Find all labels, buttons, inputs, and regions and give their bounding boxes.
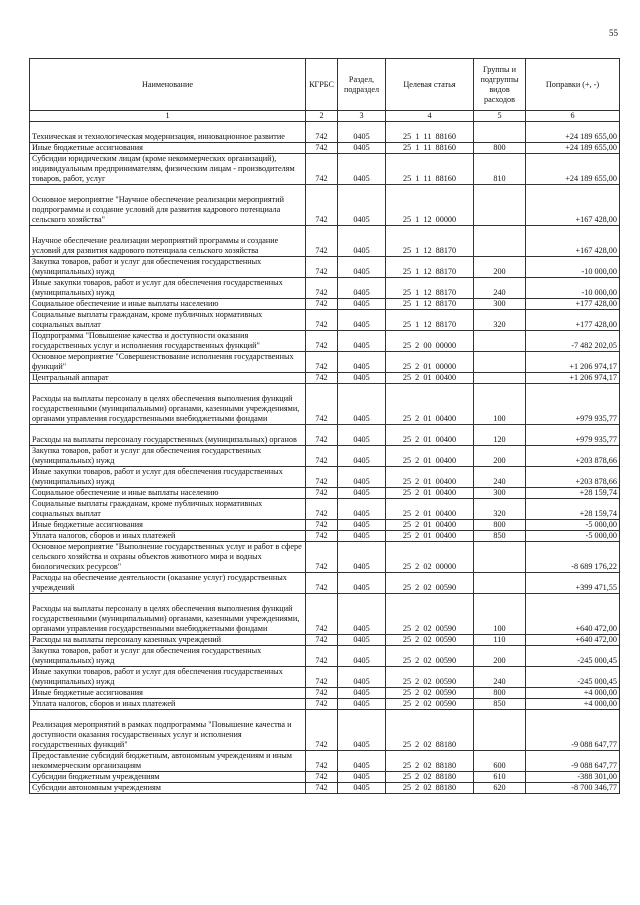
row-group bbox=[474, 352, 526, 373]
row-amount: +177 428,00 bbox=[526, 310, 620, 331]
row-name: Социальные выплаты гражданам, кроме публичных нормативных социальных выплат bbox=[30, 310, 306, 331]
row-target: 25 2 00 00000 bbox=[386, 331, 474, 352]
row-section: 0405 bbox=[338, 542, 386, 573]
row-group: 620 bbox=[474, 783, 526, 794]
row-target: 25 2 02 00000 bbox=[386, 542, 474, 573]
row-name: Расходы на выплаты персоналу в целях обеспечения выполнения функций государственными (муниципальными) органами, казенными учреждениями, органами управления государственными внебюджетными фондами bbox=[30, 594, 306, 635]
row-amount: -8 700 346,77 bbox=[526, 783, 620, 794]
row-section: 0405 bbox=[338, 331, 386, 352]
row-kgrbs: 742 bbox=[306, 331, 338, 352]
row-name: Иные бюджетные ассигнования bbox=[30, 520, 306, 531]
column-number: 5 bbox=[474, 111, 526, 122]
row-amount: +979 935,77 bbox=[526, 425, 620, 446]
table-row bbox=[30, 384, 620, 425]
table-row bbox=[30, 143, 620, 154]
row-amount: +1 206 974,17 bbox=[526, 352, 620, 373]
row-section: 0405 bbox=[338, 699, 386, 710]
row-name: Иные бюджетные ассигнования bbox=[30, 143, 306, 154]
table-row bbox=[30, 667, 620, 688]
row-name: Расходы на выплаты персоналу казенных учреждений bbox=[30, 635, 306, 646]
row-target: 25 2 02 00590 bbox=[386, 573, 474, 594]
row-name: Закупка товаров, работ и услуг для обеспечения государственных (муниципальных) нужд bbox=[30, 446, 306, 467]
row-group: 200 bbox=[474, 257, 526, 278]
row-group: 300 bbox=[474, 299, 526, 310]
row-name: Основное мероприятие "Совершенствование исполнения государственных функций" bbox=[30, 352, 306, 373]
row-group: 320 bbox=[474, 310, 526, 331]
row-amount: +640 472,00 bbox=[526, 635, 620, 646]
row-group: 800 bbox=[474, 688, 526, 699]
table-row bbox=[30, 331, 620, 352]
row-group: 800 bbox=[474, 520, 526, 531]
row-target: 25 2 02 88180 bbox=[386, 751, 474, 772]
table-row bbox=[30, 352, 620, 373]
row-group: 120 bbox=[474, 425, 526, 446]
row-group: 600 bbox=[474, 751, 526, 772]
row-section: 0405 bbox=[338, 488, 386, 499]
budget-table bbox=[29, 58, 620, 794]
row-target: 25 1 12 88170 bbox=[386, 278, 474, 299]
row-kgrbs: 742 bbox=[306, 710, 338, 751]
row-target: 25 2 01 00400 bbox=[386, 499, 474, 520]
row-section: 0405 bbox=[338, 226, 386, 257]
row-amount: +203 878,66 bbox=[526, 467, 620, 488]
row-group bbox=[474, 331, 526, 352]
row-kgrbs: 742 bbox=[306, 488, 338, 499]
row-name: Научное обеспечение реализации мероприятий программы и создание условий для развития кадрового потенциала сельского хозяйства bbox=[30, 226, 306, 257]
table-row bbox=[30, 783, 620, 794]
row-amount: +4 000,00 bbox=[526, 688, 620, 699]
row-name: Предоставление субсидий бюджетным, автономным учреждениям и иным некоммерческим организациям bbox=[30, 751, 306, 772]
column-number: 1 bbox=[30, 111, 306, 122]
row-target: 25 2 02 00590 bbox=[386, 688, 474, 699]
row-kgrbs: 742 bbox=[306, 122, 338, 143]
table-header-row bbox=[30, 59, 620, 111]
row-kgrbs: 742 bbox=[306, 542, 338, 573]
row-target: 25 1 11 88160 bbox=[386, 143, 474, 154]
row-amount: +28 159,74 bbox=[526, 488, 620, 499]
table-row bbox=[30, 499, 620, 520]
table-row bbox=[30, 257, 620, 278]
row-target: 25 2 01 00400 bbox=[386, 520, 474, 531]
table-row bbox=[30, 299, 620, 310]
row-name: Техническая и технологическая модернизация, инновационное развитие bbox=[30, 122, 306, 143]
table-row bbox=[30, 467, 620, 488]
row-section: 0405 bbox=[338, 646, 386, 667]
column-number: 4 bbox=[386, 111, 474, 122]
row-target: 25 2 01 00400 bbox=[386, 467, 474, 488]
row-name: Расходы на обеспечение деятельности (оказание услуг) государственных учреждений bbox=[30, 573, 306, 594]
row-amount: +979 935,77 bbox=[526, 384, 620, 425]
row-kgrbs: 742 bbox=[306, 667, 338, 688]
row-name: Расходы на выплаты персоналу в целях обеспечения выполнения функций государственными (муниципальными) органами, казенными учреждениями, органами управления государственными внебюджетными фондами bbox=[30, 384, 306, 425]
row-kgrbs: 742 bbox=[306, 384, 338, 425]
row-name: Расходы на выплаты персоналу государственных (муниципальных) органов bbox=[30, 425, 306, 446]
header-kgrbs: КГРБС bbox=[306, 59, 338, 111]
table-row bbox=[30, 594, 620, 635]
row-section: 0405 bbox=[338, 772, 386, 783]
row-name: Иные закупки товаров, работ и услуг для обеспечения государственных (муниципальных) нужд bbox=[30, 667, 306, 688]
table-row bbox=[30, 646, 620, 667]
row-name: Иные закупки товаров, работ и услуг для обеспечения государственных (муниципальных) нужд bbox=[30, 467, 306, 488]
row-group: 100 bbox=[474, 384, 526, 425]
row-name: Социальное обеспечение и иные выплаты населению bbox=[30, 488, 306, 499]
row-amount: -9 088 647,77 bbox=[526, 751, 620, 772]
row-group: 810 bbox=[474, 154, 526, 185]
row-target: 25 2 02 88180 bbox=[386, 710, 474, 751]
row-section: 0405 bbox=[338, 143, 386, 154]
table-row bbox=[30, 531, 620, 542]
row-target: 25 2 02 00590 bbox=[386, 635, 474, 646]
row-amount: -245 000,45 bbox=[526, 646, 620, 667]
column-number: 2 bbox=[306, 111, 338, 122]
row-group bbox=[474, 122, 526, 143]
table-row bbox=[30, 772, 620, 783]
column-number-row bbox=[30, 111, 620, 122]
table-row bbox=[30, 710, 620, 751]
row-kgrbs: 742 bbox=[306, 352, 338, 373]
row-section: 0405 bbox=[338, 154, 386, 185]
row-kgrbs: 742 bbox=[306, 751, 338, 772]
row-section: 0405 bbox=[338, 783, 386, 794]
table-row bbox=[30, 154, 620, 185]
row-group: 320 bbox=[474, 499, 526, 520]
row-name: Центральный аппарат bbox=[30, 373, 306, 384]
row-name: Социальное обеспечение и иные выплаты населению bbox=[30, 299, 306, 310]
row-section: 0405 bbox=[338, 635, 386, 646]
row-group bbox=[474, 373, 526, 384]
row-group: 200 bbox=[474, 646, 526, 667]
table-row bbox=[30, 185, 620, 226]
table-row bbox=[30, 542, 620, 573]
row-amount: +4 000,00 bbox=[526, 699, 620, 710]
row-name: Иные бюджетные ассигнования bbox=[30, 688, 306, 699]
row-kgrbs: 742 bbox=[306, 646, 338, 667]
row-target: 25 2 01 00400 bbox=[386, 446, 474, 467]
row-target: 25 1 12 00000 bbox=[386, 185, 474, 226]
table-row bbox=[30, 446, 620, 467]
row-amount: -9 088 647,77 bbox=[526, 710, 620, 751]
row-group: 800 bbox=[474, 143, 526, 154]
row-group bbox=[474, 185, 526, 226]
row-kgrbs: 742 bbox=[306, 531, 338, 542]
table-row bbox=[30, 226, 620, 257]
row-target: 25 2 01 00400 bbox=[386, 384, 474, 425]
row-group: 110 bbox=[474, 635, 526, 646]
row-group: 240 bbox=[474, 278, 526, 299]
row-amount: +24 189 655,00 bbox=[526, 143, 620, 154]
row-section: 0405 bbox=[338, 299, 386, 310]
row-kgrbs: 742 bbox=[306, 299, 338, 310]
row-kgrbs: 742 bbox=[306, 699, 338, 710]
row-target: 25 2 01 00400 bbox=[386, 373, 474, 384]
row-amount: +24 189 655,00 bbox=[526, 154, 620, 185]
row-kgrbs: 742 bbox=[306, 499, 338, 520]
row-name: Основное мероприятие "Научное обеспечение реализации мероприятий подпрограммы и создание условий для развития кадрового потенциала сельского хозяйства" bbox=[30, 185, 306, 226]
row-kgrbs: 742 bbox=[306, 257, 338, 278]
row-amount: +177 428,00 bbox=[526, 299, 620, 310]
row-section: 0405 bbox=[338, 185, 386, 226]
row-section: 0405 bbox=[338, 122, 386, 143]
row-target: 25 2 02 00590 bbox=[386, 699, 474, 710]
row-section: 0405 bbox=[338, 446, 386, 467]
row-kgrbs: 742 bbox=[306, 520, 338, 531]
row-target: 25 2 02 00590 bbox=[386, 667, 474, 688]
row-target: 25 2 02 88180 bbox=[386, 783, 474, 794]
row-amount: -5 000,00 bbox=[526, 520, 620, 531]
row-target: 25 2 01 00400 bbox=[386, 488, 474, 499]
row-target: 25 1 11 88160 bbox=[386, 122, 474, 143]
header-amount: Поправки (+, -) bbox=[526, 59, 620, 111]
row-kgrbs: 742 bbox=[306, 772, 338, 783]
row-group bbox=[474, 226, 526, 257]
row-section: 0405 bbox=[338, 499, 386, 520]
row-target: 25 2 02 00590 bbox=[386, 646, 474, 667]
row-group: 850 bbox=[474, 699, 526, 710]
column-number: 6 bbox=[526, 111, 620, 122]
table-row bbox=[30, 699, 620, 710]
row-name: Уплата налогов, сборов и иных платежей bbox=[30, 699, 306, 710]
row-name: Основное мероприятие "Выполнение государственных услуг и работ в сфере сельского хозяйства и охраны объектов животного мира и водных биологических ресурсов" bbox=[30, 542, 306, 573]
row-section: 0405 bbox=[338, 384, 386, 425]
row-section: 0405 bbox=[338, 710, 386, 751]
table-row bbox=[30, 635, 620, 646]
row-kgrbs: 742 bbox=[306, 688, 338, 699]
row-target: 25 1 12 88170 bbox=[386, 299, 474, 310]
header-group: Группы и подгруппы видов расходов bbox=[474, 59, 526, 111]
row-section: 0405 bbox=[338, 352, 386, 373]
row-target: 25 1 12 88170 bbox=[386, 310, 474, 331]
row-group bbox=[474, 542, 526, 573]
row-target: 25 2 01 00400 bbox=[386, 425, 474, 446]
row-section: 0405 bbox=[338, 688, 386, 699]
row-group: 610 bbox=[474, 772, 526, 783]
row-name: Закупка товаров, работ и услуг для обеспечения государственных (муниципальных) нужд bbox=[30, 257, 306, 278]
row-section: 0405 bbox=[338, 594, 386, 635]
row-section: 0405 bbox=[338, 531, 386, 542]
table-row bbox=[30, 373, 620, 384]
row-name: Закупка товаров, работ и услуг для обеспечения государственных (муниципальных) нужд bbox=[30, 646, 306, 667]
row-name: Подпрограмма "Повышение качества и доступности оказания государственных услуг и исполнения государственных функций" bbox=[30, 331, 306, 352]
page-number: 55 bbox=[609, 28, 618, 38]
row-section: 0405 bbox=[338, 573, 386, 594]
row-kgrbs: 742 bbox=[306, 154, 338, 185]
row-name: Иные закупки товаров, работ и услуг для обеспечения государственных (муниципальных) нужд bbox=[30, 278, 306, 299]
row-kgrbs: 742 bbox=[306, 310, 338, 331]
header-name: Наименование bbox=[30, 59, 306, 111]
row-kgrbs: 742 bbox=[306, 783, 338, 794]
row-kgrbs: 742 bbox=[306, 446, 338, 467]
row-amount: +167 428,00 bbox=[526, 185, 620, 226]
row-kgrbs: 742 bbox=[306, 185, 338, 226]
row-group: 240 bbox=[474, 467, 526, 488]
row-section: 0405 bbox=[338, 310, 386, 331]
table-row bbox=[30, 488, 620, 499]
row-amount: +399 471,55 bbox=[526, 573, 620, 594]
row-name: Реализация мероприятий в рамках подпрограммы "Повышение качества и доступности оказания государственных услуг и исполнения государственных функций" bbox=[30, 710, 306, 751]
row-group: 100 bbox=[474, 594, 526, 635]
row-kgrbs: 742 bbox=[306, 143, 338, 154]
row-group bbox=[474, 573, 526, 594]
row-target: 25 2 01 00000 bbox=[386, 352, 474, 373]
table-row bbox=[30, 751, 620, 772]
row-target: 25 2 02 00590 bbox=[386, 594, 474, 635]
row-kgrbs: 742 bbox=[306, 594, 338, 635]
row-target: 25 1 12 88170 bbox=[386, 226, 474, 257]
row-amount: +28 159,74 bbox=[526, 499, 620, 520]
table-row bbox=[30, 520, 620, 531]
table-row bbox=[30, 688, 620, 699]
row-amount: +1 206 974,17 bbox=[526, 373, 620, 384]
row-section: 0405 bbox=[338, 373, 386, 384]
row-section: 0405 bbox=[338, 667, 386, 688]
row-target: 25 2 01 00400 bbox=[386, 531, 474, 542]
row-amount: -8 689 176,22 bbox=[526, 542, 620, 573]
table-row bbox=[30, 573, 620, 594]
table-row bbox=[30, 122, 620, 143]
row-amount: -10 000,00 bbox=[526, 278, 620, 299]
row-amount: -5 000,00 bbox=[526, 531, 620, 542]
column-number: 3 bbox=[338, 111, 386, 122]
row-section: 0405 bbox=[338, 257, 386, 278]
table-row bbox=[30, 278, 620, 299]
row-kgrbs: 742 bbox=[306, 635, 338, 646]
row-group: 240 bbox=[474, 667, 526, 688]
row-name: Социальные выплаты гражданам, кроме публичных нормативных социальных выплат bbox=[30, 499, 306, 520]
row-name: Субсидии бюджетным учреждениям bbox=[30, 772, 306, 783]
row-amount: +167 428,00 bbox=[526, 226, 620, 257]
row-name: Уплата налогов, сборов и иных платежей bbox=[30, 531, 306, 542]
header-target: Целевая статья bbox=[386, 59, 474, 111]
row-amount: +203 878,66 bbox=[526, 446, 620, 467]
row-amount: -10 000,00 bbox=[526, 257, 620, 278]
row-group bbox=[474, 710, 526, 751]
row-target: 25 1 11 88160 bbox=[386, 154, 474, 185]
row-kgrbs: 742 bbox=[306, 373, 338, 384]
row-kgrbs: 742 bbox=[306, 573, 338, 594]
row-amount: -7 482 202,05 bbox=[526, 331, 620, 352]
row-amount: -245 000,45 bbox=[526, 667, 620, 688]
row-name: Субсидии автономным учреждениям bbox=[30, 783, 306, 794]
row-target: 25 2 02 88180 bbox=[386, 772, 474, 783]
row-section: 0405 bbox=[338, 520, 386, 531]
row-kgrbs: 742 bbox=[306, 226, 338, 257]
table-row bbox=[30, 310, 620, 331]
row-section: 0405 bbox=[338, 467, 386, 488]
row-kgrbs: 742 bbox=[306, 425, 338, 446]
row-amount: +640 472,00 bbox=[526, 594, 620, 635]
row-amount: -388 301,00 bbox=[526, 772, 620, 783]
header-section: Раздел, подраздел bbox=[338, 59, 386, 111]
row-amount: +24 189 655,00 bbox=[526, 122, 620, 143]
row-name: Субсидии юридическим лицам (кроме некоммерческих организаций), индивидуальным предпринимателям, физическим лицам - производителям товаров, работ, услуг bbox=[30, 154, 306, 185]
row-group: 300 bbox=[474, 488, 526, 499]
row-kgrbs: 742 bbox=[306, 467, 338, 488]
row-kgrbs: 742 bbox=[306, 278, 338, 299]
table-row bbox=[30, 425, 620, 446]
row-group: 200 bbox=[474, 446, 526, 467]
row-section: 0405 bbox=[338, 278, 386, 299]
row-section: 0405 bbox=[338, 751, 386, 772]
row-group: 850 bbox=[474, 531, 526, 542]
row-target: 25 1 12 88170 bbox=[386, 257, 474, 278]
row-section: 0405 bbox=[338, 425, 386, 446]
